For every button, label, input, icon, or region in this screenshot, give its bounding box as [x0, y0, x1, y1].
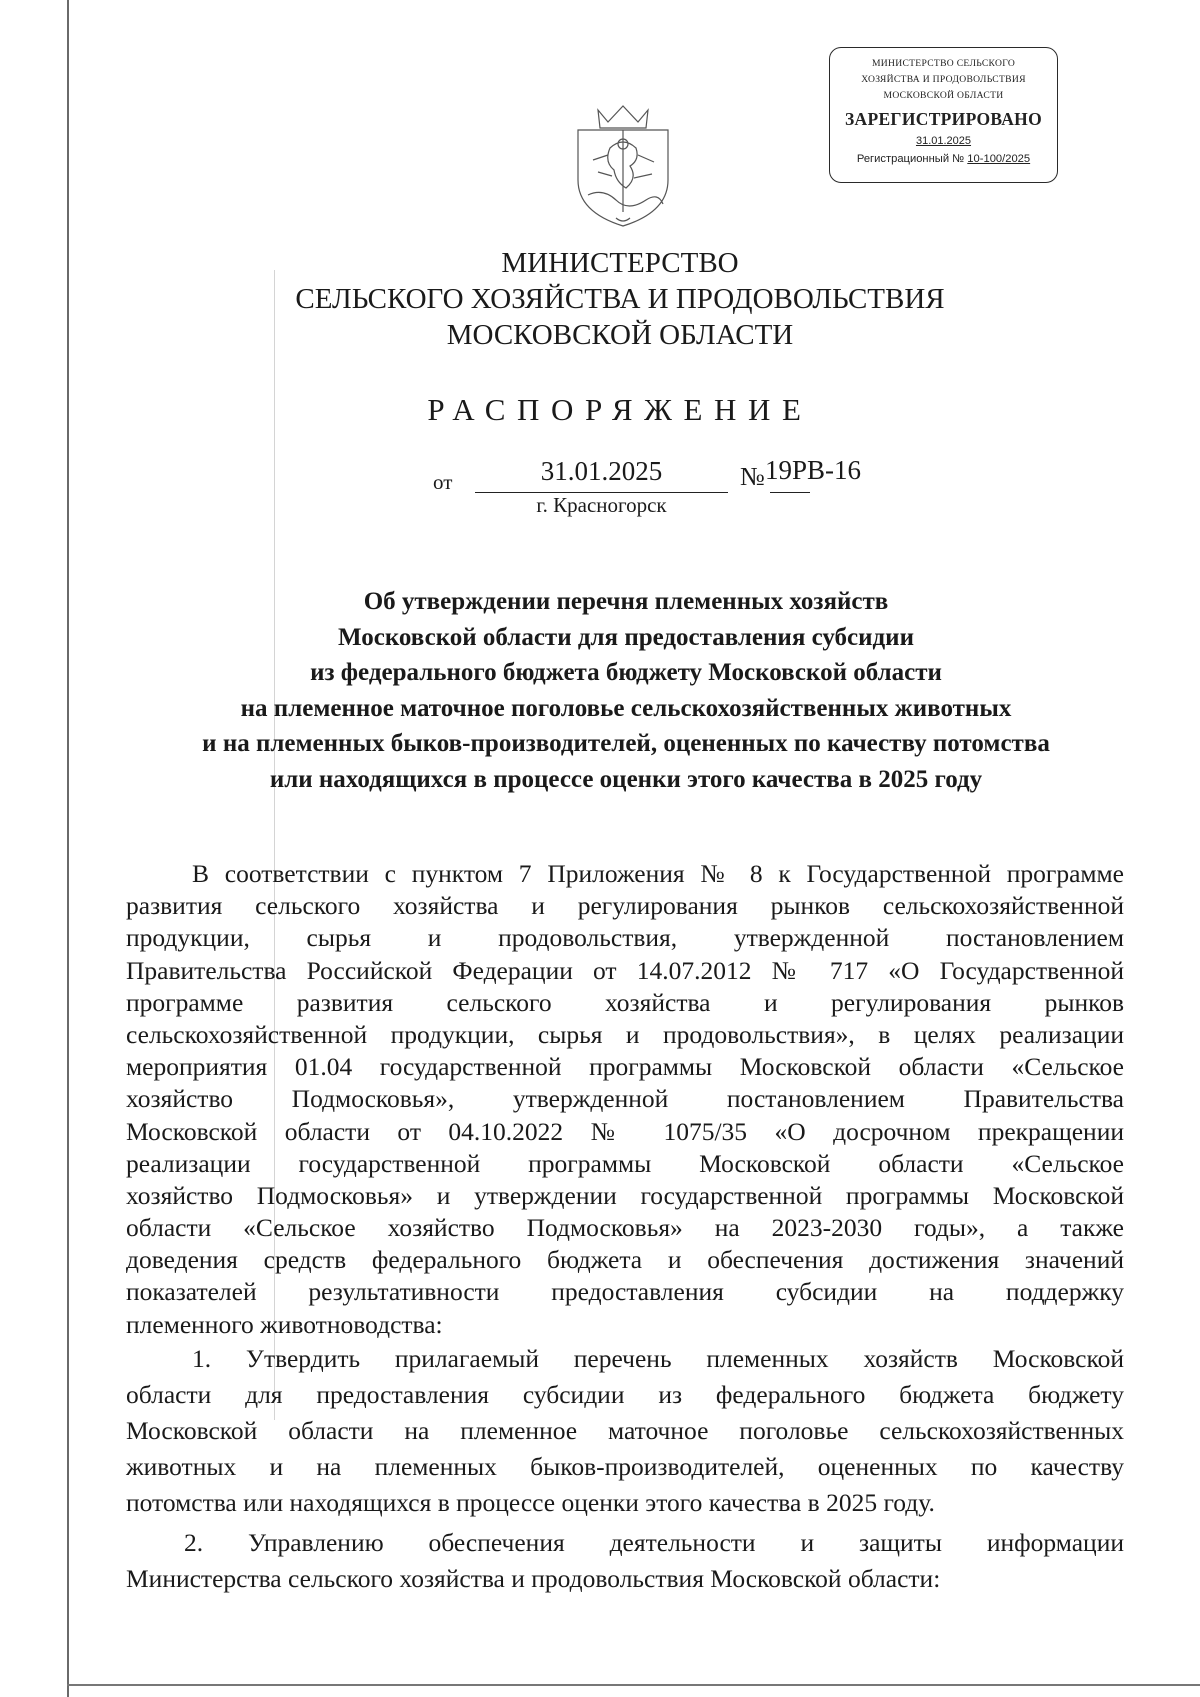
body-line: сельскохозяйственной продукции, сырья и продовольствия», в целях реализации — [126, 1019, 1124, 1049]
number-sign: № — [740, 462, 765, 491]
number-underline — [770, 492, 810, 493]
stamp-reg-number: 10-100/2025 — [967, 153, 1031, 165]
ministry-name-line-1: МИНИСТЕРСТВО — [501, 247, 739, 279]
ministry-name-line-3: МОСКОВСКОЙ ОБЛАСТИ — [446, 319, 794, 351]
body-line: области для предоставления субсидии из федерального бюджета бюджету — [126, 1379, 1124, 1409]
stamp-date: 31.01.2025 — [915, 135, 972, 147]
stamp-org-line-2: ХОЗЯЙСТВА И ПРОДОВОЛЬСТВИЯ — [861, 74, 1026, 85]
date-label: от — [433, 470, 453, 494]
document-body — [126, 858, 1124, 1597]
title-line: Об утверждении перечня племенных хозяйств — [363, 588, 889, 615]
title-line: или находящихся в процессе оценки этого качества в 2025 году — [269, 765, 983, 793]
stamp-org-line-1: МИНИСТЕРСТВО СЕЛЬСКОГО — [871, 58, 1016, 69]
title-line: на племенное маточное поголовье сельскохозяйственных животных — [240, 694, 1012, 722]
scan-bottom-border — [67, 1684, 1200, 1686]
body-line: 1. Утвердить прилагаемый перечень племенных хозяйств Московской — [192, 1343, 1124, 1373]
document-title — [126, 584, 1126, 797]
body-line: показателей результативности предоставления субсидии на поддержку — [126, 1277, 1124, 1307]
item-1-paragraph — [126, 1341, 1124, 1521]
preamble-paragraph — [126, 858, 1124, 1341]
body-line: развития сельского хозяйства и регулирования рынков сельскохозяйственной — [126, 891, 1124, 921]
registration-stamp — [829, 47, 1058, 183]
ministry-name-line-2: СЕЛЬСКОГО ХОЗЯЙСТВА И ПРОДОВОЛЬСТВИЯ — [295, 283, 945, 315]
body-line: продукции, сырья и продовольствия, утвержденной постановлением — [126, 923, 1124, 953]
body-line: Правительства Российской Федерации от 14.07.2012 № 717 «О Государственной — [126, 955, 1124, 985]
body-line: мероприятия 01.04 государственной программы Московской области «Сельское — [126, 1052, 1124, 1082]
body-line: 2. Управлению обеспечения деятельности и защиты информации — [184, 1527, 1124, 1557]
document-city: г. Красногорск — [536, 493, 667, 517]
document-date: 31.01.2025 — [540, 456, 663, 486]
body-line: доведения средств федерального бюджета и обеспечения достижения значений — [126, 1245, 1124, 1275]
stamp-org-line-3: МОСКОВСКОЙ ОБЛАСТИ — [883, 90, 1004, 101]
body-line: племенного животноводства: — [126, 1309, 443, 1339]
item-2-paragraph — [126, 1525, 1124, 1597]
document-number: 19РВ-16 — [765, 455, 862, 485]
stamp-status: ЗАРЕГИСТРИРОВАНО — [844, 109, 1043, 129]
body-line: животных и на племенных быков-производителей, оцененных по качеству — [126, 1451, 1124, 1481]
body-line: В соответствии с пунктом 7 Приложения № 8 к Государственной программе — [192, 859, 1124, 888]
title-line: Московской области для предоставления субсидии — [337, 623, 914, 651]
body-line: хозяйство Подмосковья» и утверждении государственной программы Московской — [126, 1180, 1124, 1210]
stamp-reg-label: Регистрационный № — [856, 153, 965, 165]
scan-left-border — [67, 0, 69, 1697]
body-line: реализации государственной программы Московской области «Сельское — [126, 1148, 1124, 1178]
body-line: программе развития сельского хозяйства и регулирования рынков — [126, 987, 1124, 1017]
body-line: Министерства сельского хозяйства и продовольствия Московской области: — [126, 1563, 941, 1593]
body-line: Московской области от 04.10.2022 № 1075/35 «О досрочном прекращении — [126, 1116, 1124, 1146]
body-line: хозяйство Подмосковья», утвержденной постановлением Правительства — [126, 1084, 1124, 1114]
body-line: области «Сельское хозяйство Подмосковья» на 2023-2030 годы», а также — [126, 1213, 1124, 1243]
coat-of-arms-emblem — [568, 100, 678, 230]
title-line: и на племенных быков-производителей, оцененных по качеству потомства — [202, 730, 1050, 757]
body-line: Московской области на племенное маточное поголовье сельскохозяйственных — [126, 1415, 1124, 1445]
stamp-registration-number — [830, 151, 1057, 167]
body-line: потомства или находящихся в процессе оценки этого качества в 2025 году. — [126, 1487, 935, 1517]
document-type-heading: РАСПОРЯЖЕНИЕ — [427, 392, 813, 427]
title-line: из федерального бюджета бюджету Московской области — [310, 659, 942, 686]
